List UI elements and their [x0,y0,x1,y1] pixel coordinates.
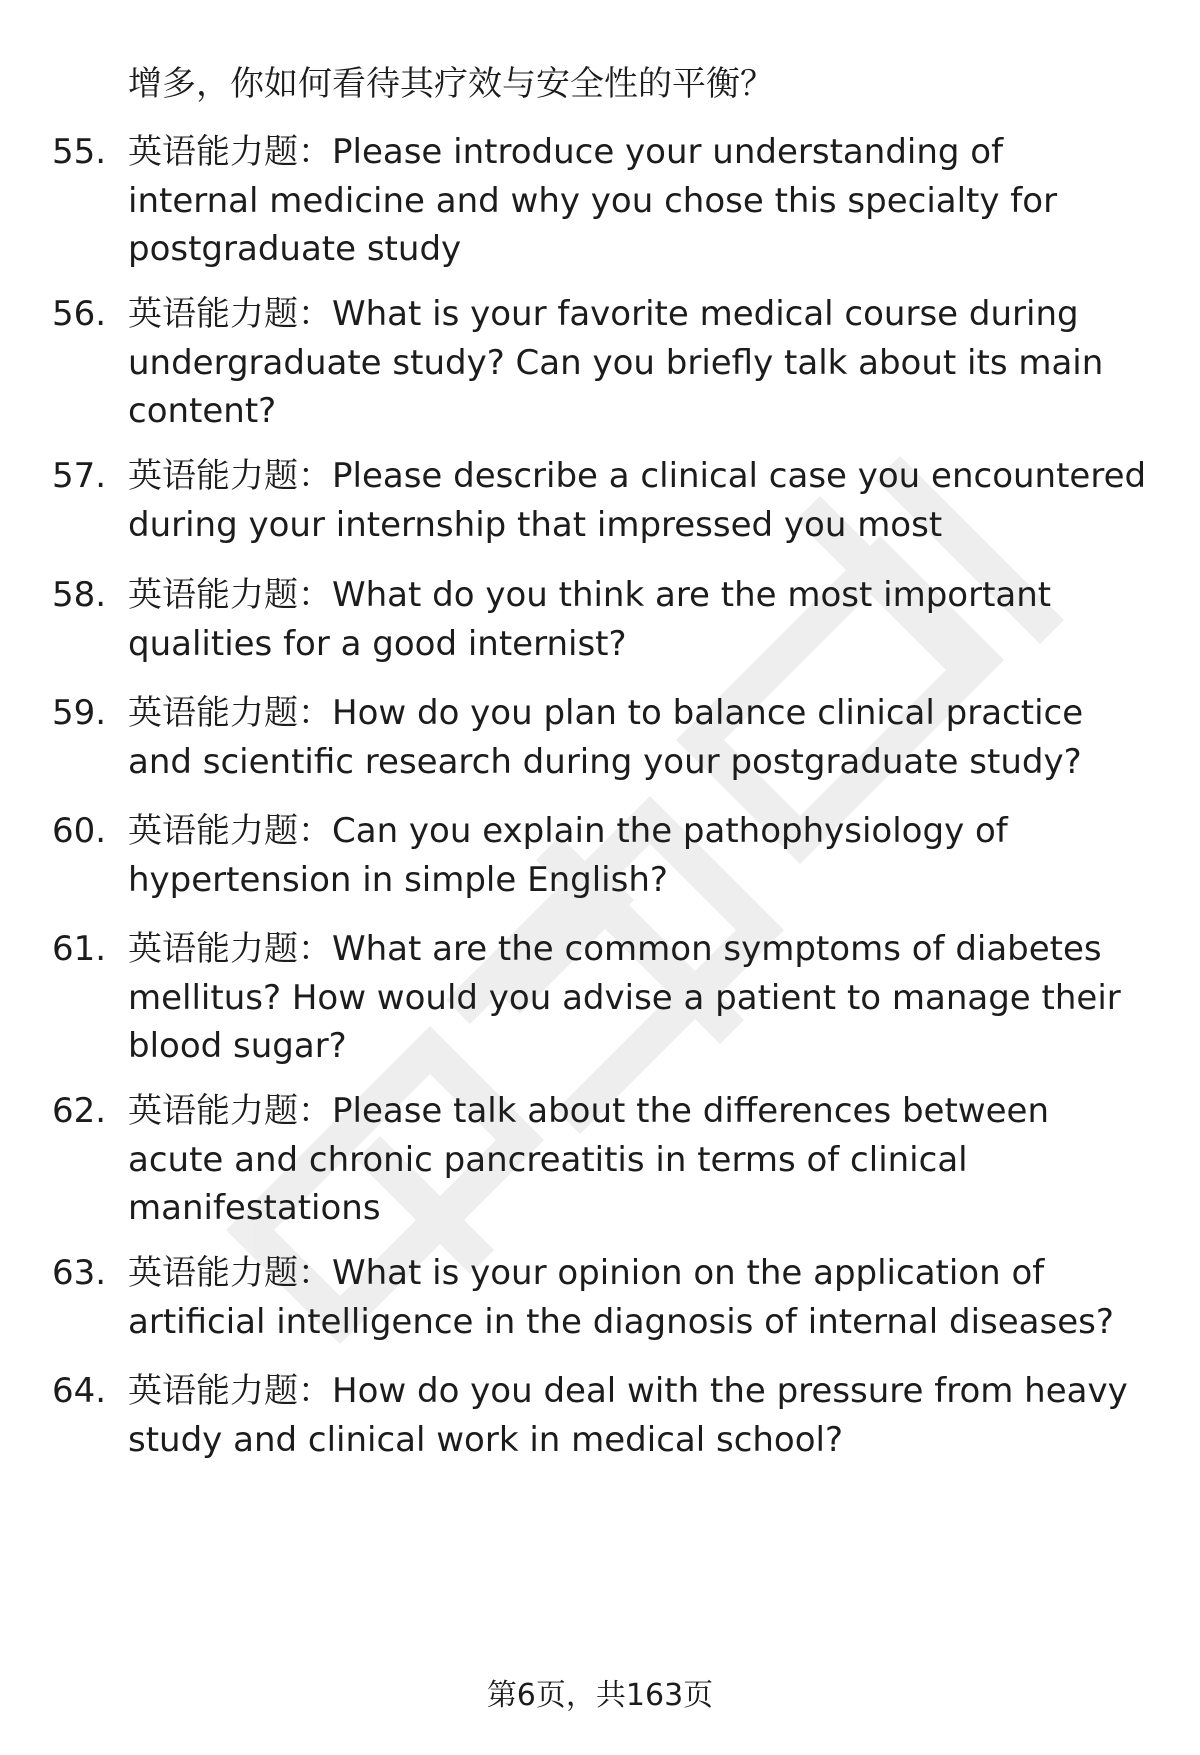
question-line: qualities for a good internist? [128,623,627,664]
question-number: 56. [52,294,107,334]
question-line: internal medicine and why you chose this specialty for [128,180,1058,221]
question-text [128,689,1168,786]
question-line: 英语能力题：How do you deal with the pressure from heavy [128,1371,1128,1411]
question-line: content? [128,391,277,431]
question-line: 英语能力题：Please talk about the differences between [128,1091,1049,1131]
question-line: 英语能力题：What is your opinion on the application of [128,1253,1045,1293]
page-number-footer: 第6页，共163页 [486,1678,714,1713]
question-text [128,1249,1168,1346]
question-line: 英语能力题：Please describe a clinical case you encountered [128,456,1147,496]
question-line: 英语能力题：What is your favorite medical course during [128,294,1079,334]
question-number: 58. [52,575,107,615]
question-text [128,925,1168,1071]
question-line: 英语能力题：Can you explain the pathophysiology of [128,811,1008,851]
question-line: during your internship that impressed you most [128,504,943,545]
continued-question-text: 增多，你如何看待其疗效与安全性的平衡？ [128,64,774,104]
question-line: acute and chronic pancreatitis in terms of clinical [128,1139,968,1180]
question-text [128,1367,1168,1464]
question-line: hypertension in simple English? [128,859,668,900]
question-number: 60. [52,811,107,851]
question-line: undergraduate study? Can you briefly talk about its main [128,342,1104,383]
question-number: 62. [52,1091,107,1131]
question-number: 64. [52,1371,107,1411]
question-text [128,128,1168,274]
question-line: 英语能力题：What do you think are the most important [128,575,1052,615]
question-line: study and clinical work in medical school? [128,1419,844,1460]
question-line: postgraduate study [128,229,462,269]
question-text [128,571,1168,668]
question-text [128,1087,1168,1233]
question-text [128,807,1168,904]
question-line: 英语能力题：How do you plan to balance clinical practice [128,693,1084,733]
question-number: 59. [52,693,107,733]
question-line: artificial intelligence in the diagnosis of internal diseases? [128,1301,1114,1342]
question-number: 57. [52,456,107,496]
question-text [128,452,1168,549]
question-number: 63. [52,1253,107,1293]
question-line: manifestations [128,1188,381,1228]
question-text [128,290,1168,436]
question-line: blood sugar? [128,1026,347,1066]
question-line: mellitus? How would you advise a patient to manage their [128,977,1121,1018]
question-line: 英语能力题：What are the common symptoms of diabetes [128,929,1102,969]
question-line: and scientific research during your postgraduate study? [128,741,1082,782]
question-number: 61. [52,929,107,969]
question-number: 55. [52,132,107,172]
question-line: 英语能力题：Please introduce your understanding of [128,132,1004,172]
